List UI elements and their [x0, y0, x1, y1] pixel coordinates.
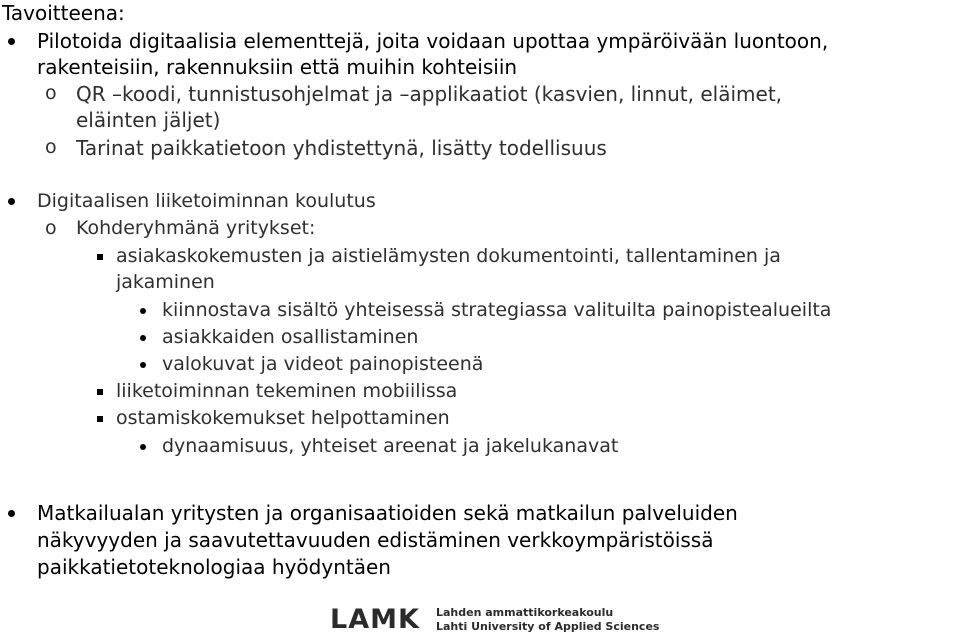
bullet-square: [97, 254, 103, 260]
logo-name-finnish: Lahden ammattikorkeakoulu: [436, 606, 614, 619]
bullet-square: [97, 416, 103, 422]
section2-item1-sub1: kiinnostava sisältö yhteisessä strategiassa valituilta painopistealueilta: [162, 299, 832, 321]
section3-line1: Matkailualan yritysten ja organisaatioiden sekä matkailun palveluiden: [37, 501, 738, 525]
bullet-dot: [8, 510, 15, 517]
logo-wordmark: LAMK: [330, 604, 420, 635]
section1-sub2: Tarinat paikkatietoon yhdistettynä, lisätty todellisuus: [76, 136, 607, 160]
bullet-circle-outline: o: [45, 82, 57, 104]
page-heading: Tavoitteena:: [2, 1, 125, 25]
section2-sub: Kohderyhmänä yritykset:: [76, 217, 316, 239]
bullet-dot: [140, 308, 146, 314]
section1-sub1-line2: eläinten jäljet): [76, 108, 221, 132]
section3-line2: näkyvyyden ja saavutettavuuden edistäminen verkkoympäristöissä: [37, 528, 714, 552]
logo-name-english: Lahti University of Applied Sciences: [436, 620, 660, 633]
section1-sub1-line1: QR –koodi, tunnistusohjelmat ja –applikaatiot (kasvien, linnut, eläimet,: [76, 82, 783, 106]
section3-line3: paikkatietoteknologiaa hyödyntäen: [37, 555, 391, 579]
section2-item2: liiketoiminnan tekeminen mobiilissa: [116, 380, 458, 402]
section2-item1-line1: asiakaskokemusten ja aistielämysten dokumentointi, tallentaminen ja: [116, 245, 781, 267]
bullet-circle-outline: o: [45, 136, 57, 158]
section2-item1-sub2: asiakkaiden osallistaminen: [162, 326, 419, 348]
bullet-dot: [140, 335, 146, 341]
section2-item1-line2: jakaminen: [116, 271, 215, 293]
bullet-dot: [140, 362, 146, 368]
bullet-circle-outline: o: [45, 217, 57, 239]
bullet-dot: [140, 444, 146, 450]
section2-item1-sub3: valokuvat ja videot painopisteenä: [162, 353, 484, 375]
bullet-dot: [8, 38, 15, 45]
bullet-square: [97, 389, 103, 395]
section2-item3: ostamiskokemukset helpottaminen: [116, 407, 450, 429]
section2-item3-sub1: dynaamisuus, yhteiset areenat ja jakelukanavat: [162, 435, 619, 457]
section2-bullet: Digitaalisen liiketoiminnan koulutus: [37, 190, 376, 212]
section1-bullet-line2: rakenteisiin, rakennuksiin että muihin kohteisiin: [37, 55, 518, 79]
lamk-logo: [330, 604, 660, 635]
section1-bullet-line1: Pilotoida digitaalisia elementtejä, joita voidaan upottaa ympäröivään luontoon,: [37, 29, 829, 53]
bullet-dot: [8, 198, 15, 205]
